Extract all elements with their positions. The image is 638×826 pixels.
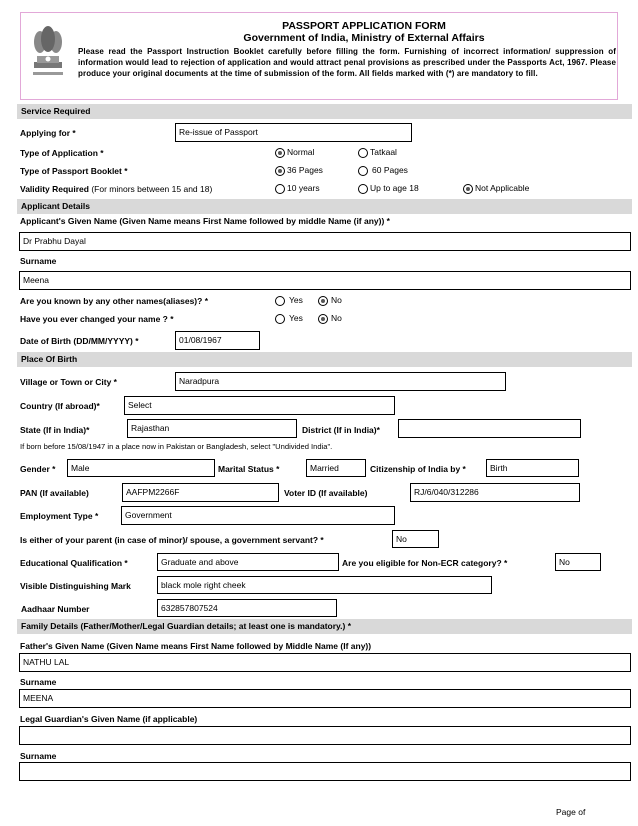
country-select[interactable]: Select [124, 396, 395, 415]
section-place-of-birth: Place Of Birth [17, 352, 632, 367]
district-select[interactable] [398, 419, 581, 438]
guardian-surname-label: Surname [20, 751, 57, 761]
father-name-field[interactable]: NATHU LAL [19, 653, 631, 672]
radio-normal[interactable] [275, 148, 285, 158]
type-of-application-label: Type of Application * [20, 148, 104, 158]
aadhaar-label: Aadhaar Number [21, 604, 90, 614]
option-not-applicable-label: Not Applicable [475, 183, 530, 193]
father-surname-field[interactable]: MEENA [19, 689, 631, 708]
given-name-field[interactable]: Dr Prabhu Dayal [19, 232, 631, 251]
guardian-surname-field[interactable] [19, 762, 631, 781]
dob-field[interactable]: 01/08/1967 [175, 331, 260, 350]
radio-60-pages[interactable] [358, 166, 368, 176]
surname-label: Surname [20, 256, 57, 266]
aliases-yes-label: Yes [289, 295, 303, 305]
employment-type-select[interactable]: Government [121, 506, 395, 525]
radio-10-years[interactable] [275, 184, 285, 194]
country-label: Country (If abroad)* [20, 401, 100, 411]
employment-type-label: Employment Type * [20, 511, 99, 521]
validity-label [20, 184, 212, 194]
gender-label: Gender * [20, 464, 56, 474]
undivided-india-note: If born before 15/08/1947 in a place now in Pakistan or Bangladesh, select "Undivided India". [20, 442, 333, 451]
father-surname-label: Surname [20, 677, 57, 687]
applying-for-label: Applying for * [20, 128, 76, 138]
pan-label: PAN (If available) [20, 488, 89, 498]
option-10-years-label: 10 years [287, 183, 320, 193]
changed-name-label: Have you ever changed your name ? * [20, 314, 174, 324]
marital-status-select[interactable]: Married [306, 459, 366, 477]
radio-not-applicable[interactable] [463, 184, 473, 194]
surname-field[interactable]: Meena [19, 271, 631, 290]
form-subtitle: Government of India, Ministry of External Affairs [243, 32, 485, 44]
village-field[interactable]: Naradpura [175, 372, 506, 391]
option-60-pages-label: 60 Pages [372, 165, 408, 175]
applying-for-field[interactable]: Re-issue of Passport [175, 123, 412, 142]
aliases-label: Are you known by any other names(aliases)? * [20, 296, 209, 306]
validity-note: (For minors between 15 and 18) [91, 184, 213, 194]
distinguishing-mark-label: Visible Distinguishing Mark [20, 581, 131, 591]
page-number: Page of [556, 807, 586, 817]
voter-id-label: Voter ID (If available) [284, 488, 368, 498]
village-label: Village or Town or City * [20, 377, 117, 387]
option-36-pages-label: 36 Pages [287, 165, 323, 175]
booklet-type-label: Type of Passport Booklet * [20, 166, 128, 176]
distinguishing-mark-field[interactable]: black mole right cheek [157, 576, 492, 594]
dob-label: Date of Birth (DD/MM/YYYY) * [20, 336, 139, 346]
changed-no-label: No [331, 313, 342, 323]
state-select[interactable]: Rajasthan [127, 419, 297, 438]
section-applicant-details: Applicant Details [17, 199, 632, 214]
radio-tatkaal[interactable] [358, 148, 368, 158]
validity-label-text: Validity Required [20, 184, 89, 194]
form-title: PASSPORT APPLICATION FORM [282, 20, 446, 32]
father-name-label: Father's Given Name (Given Name means First Name followed by Middle Name (If any)) [20, 641, 372, 651]
pan-field[interactable]: AAFPM2266F [122, 483, 279, 502]
changed-yes-label: Yes [289, 313, 303, 323]
govt-servant-label: Is either of your parent (in case of minor)/ spouse, a government servant? * [20, 535, 324, 545]
marital-status-label: Marital Status * [218, 464, 280, 474]
option-up-to-age-18-label: Up to age 18 [370, 183, 419, 193]
non-ecr-label: Are you eligible for Non-ECR category? * [342, 558, 508, 568]
option-tatkaal-label: Tatkaal [370, 147, 397, 157]
citizenship-label: Citizenship of India by * [370, 464, 466, 474]
aadhaar-field[interactable]: 632857807524 [157, 599, 337, 617]
radio-changed-yes[interactable] [275, 314, 285, 324]
section-service-required: Service Required [17, 104, 632, 119]
given-name-label: Applicant's Given Name (Given Name means First Name followed by middle Name (if any)) * [20, 216, 390, 226]
district-label: District (If in India)* [302, 425, 380, 435]
guardian-name-label: Legal Guardian's Given Name (if applicable) [20, 714, 198, 724]
national-emblem-icon [28, 22, 68, 80]
govt-servant-select[interactable]: No [392, 530, 439, 548]
radio-aliases-no[interactable] [318, 296, 328, 306]
aliases-no-label: No [331, 295, 342, 305]
radio-aliases-yes[interactable] [275, 296, 285, 306]
section-family-details: Family Details (Father/Mother/Legal Guardian details; at least one is mandatory.) * [17, 619, 632, 634]
voter-id-field[interactable]: RJ/6/040/312286 [410, 483, 580, 502]
state-label: State (If in India)* [20, 425, 90, 435]
option-normal-label: Normal [287, 147, 315, 157]
gender-select[interactable]: Male [67, 459, 215, 477]
citizenship-select[interactable]: Birth [486, 459, 579, 477]
education-label: Educational Qualification * [20, 558, 128, 568]
radio-36-pages[interactable] [275, 166, 285, 176]
education-select[interactable]: Graduate and above [157, 553, 339, 571]
guardian-name-field[interactable] [19, 726, 631, 745]
non-ecr-select[interactable]: No [555, 553, 601, 571]
radio-changed-no[interactable] [318, 314, 328, 324]
radio-up-to-age-18[interactable] [358, 184, 368, 194]
form-notice: Please read the Passport Instruction Booklet carefully before filling the form. Furnishing of incorrect information/ suppression of information would lead to rejection of application and would attract penal provisions as prescribed under the Passports Act, 1967. Please produce your original documents at the time of submission of the form. All fields marked with (*) are mandatory to fill. [78, 47, 616, 78]
